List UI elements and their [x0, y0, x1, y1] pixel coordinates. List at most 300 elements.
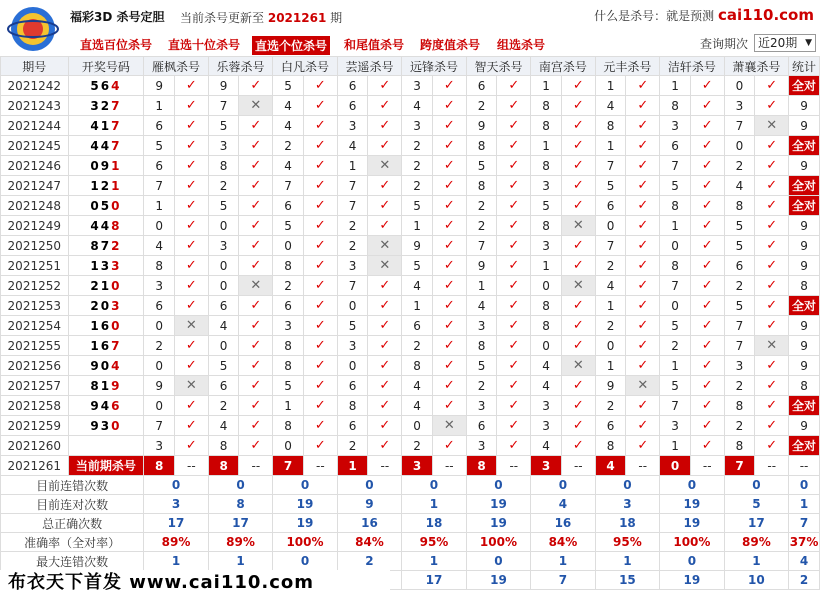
correct-count: 9	[789, 236, 820, 256]
kill-number: 3	[724, 96, 755, 116]
kill-number: 3	[402, 116, 433, 136]
stat-value: 89%	[144, 533, 208, 552]
issue-cell: 2021254	[1, 316, 69, 336]
draw-number-cell	[68, 436, 144, 456]
check-icon: ✓	[368, 356, 402, 376]
check-icon: ✓	[497, 216, 531, 236]
check-icon: ✓	[303, 296, 337, 316]
update-text: 当前杀号更新至	[180, 11, 265, 25]
draw-number-cell: 327	[68, 96, 144, 116]
check-icon: ✓	[497, 176, 531, 196]
kill-number: 8	[724, 436, 755, 456]
check-icon: ✓	[690, 396, 724, 416]
stat-row	[1, 533, 820, 552]
footer-banner: 布衣天下首发 www.cai110.com	[0, 570, 390, 596]
correct-count: 9	[789, 116, 820, 136]
check-icon: ✓	[368, 196, 402, 216]
check-icon: ✓	[755, 136, 789, 156]
dash-cell: --	[174, 456, 208, 476]
check-icon: ✓	[626, 176, 660, 196]
kill-number: 1	[337, 156, 368, 176]
draw-last-digit: 0	[111, 318, 122, 333]
kill-number: 5	[208, 356, 239, 376]
check-icon: ✓	[432, 96, 466, 116]
check-icon: ✓	[432, 436, 466, 456]
tab-units-kill[interactable]: 直选个位杀号	[252, 36, 330, 55]
check-icon: ✓	[755, 176, 789, 196]
check-icon: ✓	[497, 356, 531, 376]
table-header	[1, 57, 820, 76]
check-icon: ✓	[239, 356, 273, 376]
tab-span-kill[interactable]: 跨度值杀号	[420, 38, 481, 52]
check-icon: ✓	[626, 116, 660, 136]
kill-number: 4	[208, 316, 239, 336]
check-icon: ✓	[626, 416, 660, 436]
stat-value: 0	[595, 476, 659, 495]
check-icon: ✓	[368, 316, 402, 336]
check-icon: ✓	[755, 376, 789, 396]
check-icon: ✓	[432, 276, 466, 296]
check-icon: ✓	[626, 196, 660, 216]
kill-number: 5	[402, 196, 433, 216]
kill-number: 4	[273, 156, 304, 176]
kill-number: 5	[273, 376, 304, 396]
correct-count: 9	[789, 256, 820, 276]
tab-group-kill[interactable]: 组选杀号	[497, 38, 546, 52]
kill-number: 3	[208, 136, 239, 156]
kill-number: 0	[531, 276, 562, 296]
check-icon: ✓	[755, 156, 789, 176]
table-row	[1, 116, 820, 136]
kill-number: 3	[273, 316, 304, 336]
kill-number: 1	[531, 256, 562, 276]
issue-cell: 2021248	[1, 196, 69, 216]
check-icon: ✓	[626, 96, 660, 116]
dash-cell: --	[755, 456, 789, 476]
check-icon: ✓	[303, 356, 337, 376]
issue-cell: 2021252	[1, 276, 69, 296]
check-icon: ✓	[368, 116, 402, 136]
kill-number: 8	[466, 336, 497, 356]
check-icon: ✓	[239, 336, 273, 356]
kill-number: 7	[337, 276, 368, 296]
draw-last-digit: 3	[111, 258, 122, 273]
check-icon: ✓	[561, 196, 595, 216]
stat-value: 19	[660, 571, 724, 590]
correct-count: 9	[789, 336, 820, 356]
stat-value: 0	[273, 476, 337, 495]
kill-number: 9	[402, 236, 433, 256]
check-icon: ✓	[239, 136, 273, 156]
stat-value: 0	[273, 552, 337, 571]
check-icon: ✓	[561, 96, 595, 116]
check-icon: ✓	[174, 296, 208, 316]
kill-number: 3	[660, 116, 691, 136]
check-icon: ✓	[174, 156, 208, 176]
check-icon: ✓	[303, 276, 337, 296]
site-link[interactable]: cai110.com	[718, 6, 814, 24]
issue-cell: 2021250	[1, 236, 69, 256]
current-kill-label: 当前期杀号	[68, 456, 144, 476]
current-kill-number: 3	[402, 456, 433, 476]
issue-cell: 2021258	[1, 396, 69, 416]
stat-value: 1	[724, 552, 788, 571]
update-status	[180, 9, 342, 26]
kill-number: 8	[144, 256, 175, 276]
table-row	[1, 396, 820, 416]
stat-value: 18	[595, 514, 659, 533]
table-row	[1, 316, 820, 336]
check-icon: ✓	[497, 396, 531, 416]
stat-value: 17	[724, 514, 788, 533]
stat-value: 19	[273, 495, 337, 514]
column-header: 开奖号码	[68, 57, 144, 76]
check-icon: ✓	[561, 376, 595, 396]
stat-total: 2	[789, 571, 820, 590]
issue-cell: 2021242	[1, 76, 69, 96]
check-icon: ✓	[497, 116, 531, 136]
check-icon: ✓	[174, 416, 208, 436]
stat-value: 0	[466, 552, 530, 571]
kill-number: 4	[595, 276, 626, 296]
stat-value: 1	[402, 552, 466, 571]
check-icon: ✓	[174, 176, 208, 196]
kill-number: 7	[144, 416, 175, 436]
check-icon: ✓	[303, 116, 337, 136]
kill-number: 0	[337, 356, 368, 376]
check-icon: ✓	[239, 236, 273, 256]
correct-count: 9	[789, 416, 820, 436]
check-icon: ✓	[368, 416, 402, 436]
kill-number: 7	[273, 176, 304, 196]
kill-number: 0	[208, 276, 239, 296]
kill-number: 4	[402, 396, 433, 416]
stat-total: 7	[789, 514, 820, 533]
kill-number: 2	[724, 416, 755, 436]
kill-number: 9	[466, 116, 497, 136]
stat-value: 17	[208, 514, 272, 533]
kill-number: 7	[337, 176, 368, 196]
stat-value: 15	[595, 571, 659, 590]
kill-number: 3	[466, 436, 497, 456]
kill-number: 5	[208, 116, 239, 136]
draw-number-cell: 564	[68, 76, 144, 96]
check-icon: ✓	[755, 296, 789, 316]
kill-number: 6	[466, 76, 497, 96]
check-icon: ✓	[239, 296, 273, 316]
table-row	[1, 256, 820, 276]
table-row	[1, 76, 820, 96]
query-select[interactable]	[754, 34, 816, 52]
check-icon: ✓	[368, 176, 402, 196]
stat-value: 0	[724, 476, 788, 495]
stat-value: 19	[466, 495, 530, 514]
stat-row	[1, 552, 820, 571]
correct-count: 9	[789, 356, 820, 376]
check-icon: ✓	[497, 196, 531, 216]
current-kill-number: 7	[724, 456, 755, 476]
check-icon: ✓	[690, 156, 724, 176]
tab-hundreds-kill[interactable]: 直选百位杀号	[80, 38, 153, 52]
kill-number: 0	[531, 336, 562, 356]
check-icon: ✓	[561, 76, 595, 96]
check-icon: ✓	[561, 176, 595, 196]
kill-number: 3	[337, 336, 368, 356]
kill-number: 8	[273, 416, 304, 436]
kill-number: 2	[208, 396, 239, 416]
current-kill-number: 1	[337, 456, 368, 476]
stat-value: 84%	[531, 533, 595, 552]
kill-number: 5	[660, 316, 691, 336]
draw-number-cell: 133	[68, 256, 144, 276]
check-icon: ✓	[368, 296, 402, 316]
kill-number: 4	[144, 236, 175, 256]
check-icon: ✓	[561, 316, 595, 336]
check-icon: ✓	[690, 296, 724, 316]
kill-number: 6	[144, 156, 175, 176]
check-icon: ✓	[432, 376, 466, 396]
stat-value: 95%	[402, 533, 466, 552]
draw-last-digit: 0	[111, 418, 122, 433]
check-icon: ✓	[174, 136, 208, 156]
kill-number: 5	[273, 76, 304, 96]
kill-number: 8	[724, 396, 755, 416]
column-header: 萧襄杀号	[724, 57, 788, 76]
dash-cell: --	[368, 456, 402, 476]
check-icon: ✓	[239, 256, 273, 276]
stat-value: 19	[466, 571, 530, 590]
kill-number: 7	[466, 236, 497, 256]
draw-last-digit: 7	[111, 138, 122, 153]
kill-number: 2	[466, 376, 497, 396]
check-icon: ✓	[497, 436, 531, 456]
column-header: 期号	[1, 57, 69, 76]
dash-cell: --	[497, 456, 531, 476]
check-icon: ✓	[303, 256, 337, 276]
current-kill-number: 3	[531, 456, 562, 476]
check-icon: ✓	[432, 216, 466, 236]
kill-number: 8	[660, 196, 691, 216]
draw-number-cell: 904	[68, 356, 144, 376]
check-icon: ✓	[368, 376, 402, 396]
kill-number: 1	[595, 76, 626, 96]
kill-number: 3	[208, 236, 239, 256]
kill-number: 1	[144, 196, 175, 216]
stat-value: 3	[595, 495, 659, 514]
check-icon: ✓	[174, 196, 208, 216]
check-icon: ✓	[239, 376, 273, 396]
hint-text: 什么是杀号：就是预测	[594, 9, 715, 23]
dash-cell: --	[432, 456, 466, 476]
kill-number: 5	[724, 296, 755, 316]
stat-total: 4	[789, 552, 820, 571]
kill-number: 3	[531, 176, 562, 196]
all-correct-badge: 全对	[789, 76, 820, 96]
kill-number: 0	[660, 236, 691, 256]
issue-cell: 2021244	[1, 116, 69, 136]
stat-label: 目前连错次数	[1, 476, 144, 495]
kill-number: 8	[208, 436, 239, 456]
check-icon: ✓	[432, 296, 466, 316]
check-icon: ✓	[432, 396, 466, 416]
kill-number: 2	[273, 136, 304, 156]
draw-number-cell: 121	[68, 176, 144, 196]
check-icon: ✓	[755, 216, 789, 236]
current-kill-number: 8	[466, 456, 497, 476]
check-icon: ✓	[690, 76, 724, 96]
stat-value: 0	[660, 552, 724, 571]
check-icon: ✓	[239, 196, 273, 216]
kill-number: 2	[402, 156, 433, 176]
stat-row	[1, 476, 820, 495]
check-icon: ✓	[239, 416, 273, 436]
check-icon: ✓	[303, 236, 337, 256]
kill-number: 1	[660, 76, 691, 96]
correct-count: 9	[789, 216, 820, 236]
check-icon: ✓	[239, 76, 273, 96]
app-name: 福彩3D 杀号定胆	[70, 10, 165, 24]
draw-number-cell: 210	[68, 276, 144, 296]
kill-number: 2	[595, 396, 626, 416]
tab-tens-kill[interactable]: 直选十位杀号	[168, 38, 241, 52]
check-icon: ✓	[755, 196, 789, 216]
kill-number: 1	[595, 356, 626, 376]
kill-number: 0	[402, 416, 433, 436]
kill-number: 1	[531, 136, 562, 156]
issue-cell: 2021255	[1, 336, 69, 356]
stat-value: 1	[595, 552, 659, 571]
kill-table-container	[0, 56, 820, 596]
check-icon: ✓	[497, 296, 531, 316]
check-icon: ✓	[755, 416, 789, 436]
kill-number: 7	[724, 116, 755, 136]
kill-number: 7	[660, 156, 691, 176]
table-row	[1, 416, 820, 436]
kill-number: 4	[273, 116, 304, 136]
stat-value: 18	[402, 514, 466, 533]
stat-value: 19	[466, 514, 530, 533]
kill-number: 5	[208, 196, 239, 216]
check-icon: ✓	[626, 216, 660, 236]
draw-last-digit: 4	[111, 358, 122, 373]
current-kill-number: 4	[595, 456, 626, 476]
check-icon: ✓	[690, 436, 724, 456]
check-icon: ✓	[755, 276, 789, 296]
draw-last-digit: 7	[111, 118, 122, 133]
correct-count: 9	[789, 316, 820, 336]
kill-number: 3	[466, 396, 497, 416]
kill-number: 7	[660, 276, 691, 296]
issue-cell: 2021251	[1, 256, 69, 276]
check-icon: ✓	[690, 196, 724, 216]
kill-number: 9	[208, 76, 239, 96]
stat-value: 19	[660, 495, 724, 514]
kill-number: 4	[337, 136, 368, 156]
kill-number: 7	[208, 96, 239, 116]
kill-number: 6	[724, 256, 755, 276]
correct-count: 8	[789, 276, 820, 296]
kill-number: 3	[660, 416, 691, 436]
stat-value: 84%	[337, 533, 401, 552]
correct-count: 9	[789, 156, 820, 176]
kill-number: 7	[660, 396, 691, 416]
check-icon: ✓	[368, 396, 402, 416]
check-icon: ✓	[303, 196, 337, 216]
kill-number: 1	[402, 296, 433, 316]
check-icon: ✓	[432, 356, 466, 376]
all-correct-badge: 全对	[789, 176, 820, 196]
check-icon: ✓	[561, 136, 595, 156]
kill-number: 8	[531, 316, 562, 336]
draw-number-cell: 946	[68, 396, 144, 416]
issue-cell: 2021257	[1, 376, 69, 396]
check-icon: ✓	[561, 416, 595, 436]
check-icon: ✓	[432, 236, 466, 256]
kill-number: 6	[273, 196, 304, 216]
check-icon: ✓	[626, 156, 660, 176]
check-icon: ✓	[497, 156, 531, 176]
check-icon: ✓	[755, 76, 789, 96]
kill-number: 5	[466, 156, 497, 176]
kill-number: 8	[402, 356, 433, 376]
stat-value: 19	[660, 514, 724, 533]
draw-number-cell: 091	[68, 156, 144, 176]
kill-number: 8	[724, 196, 755, 216]
check-icon: ✓	[303, 216, 337, 236]
kill-number: 4	[273, 96, 304, 116]
check-icon: ✓	[432, 196, 466, 216]
check-icon: ✓	[303, 376, 337, 396]
check-icon: ✓	[690, 236, 724, 256]
check-icon: ✓	[755, 236, 789, 256]
kill-number: 7	[595, 156, 626, 176]
kill-number: 2	[402, 136, 433, 156]
kill-number: 6	[337, 76, 368, 96]
check-icon: ✓	[174, 216, 208, 236]
tab-sum-tail-kill[interactable]: 和尾值杀号	[344, 38, 405, 52]
kill-number: 2	[466, 96, 497, 116]
stat-label: 最大连错次数	[1, 552, 144, 571]
check-icon: ✓	[303, 176, 337, 196]
check-icon: ✓	[432, 316, 466, 336]
table-row	[1, 156, 820, 176]
draw-last-digit: 6	[111, 398, 122, 413]
kill-number: 0	[208, 336, 239, 356]
kill-number: 9	[595, 376, 626, 396]
check-icon: ✓	[497, 276, 531, 296]
draw-last-digit: 8	[111, 218, 122, 233]
check-icon: ✓	[368, 136, 402, 156]
stat-value: 1	[402, 495, 466, 514]
kill-number: 2	[466, 216, 497, 236]
kill-number: 5	[144, 136, 175, 156]
stat-label: 总正确次数	[1, 514, 144, 533]
check-icon: ✓	[432, 116, 466, 136]
check-icon: ✓	[432, 156, 466, 176]
issue-cell: 2021243	[1, 96, 69, 116]
issue-cell: 2021246	[1, 156, 69, 176]
column-header: 乐蓉杀号	[208, 57, 272, 76]
check-icon: ✓	[497, 76, 531, 96]
all-correct-badge: 全对	[789, 136, 820, 156]
column-header: 智天杀号	[466, 57, 530, 76]
kill-number: 8	[466, 136, 497, 156]
table-body	[1, 76, 820, 590]
check-icon: ✓	[626, 136, 660, 156]
stat-total: 1	[789, 495, 820, 514]
kill-number: 2	[273, 276, 304, 296]
stat-value: 17	[402, 571, 466, 590]
